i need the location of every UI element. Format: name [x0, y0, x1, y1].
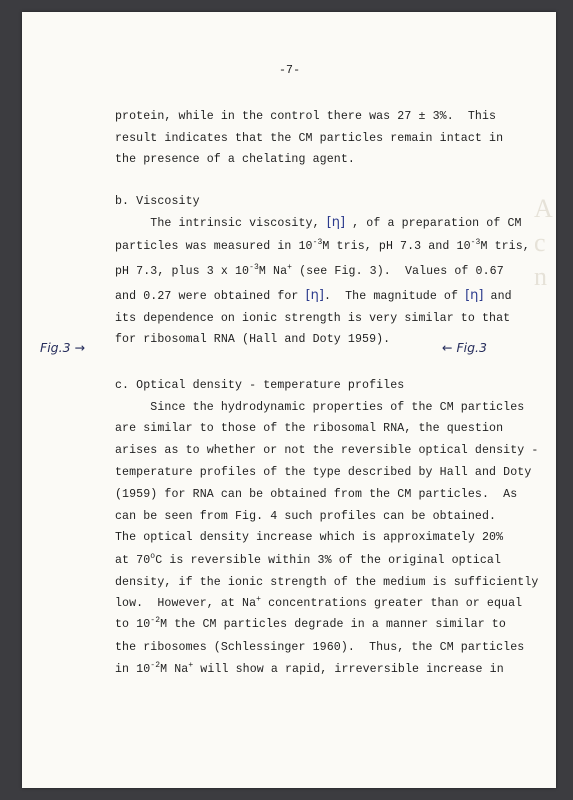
text-line: c. Optical density - temperature profiles: [115, 379, 405, 392]
text-line: to $10^{-2}M$ the CM particles degrade in a manner similar to: [115, 616, 506, 631]
text-line: result indicates that the CM particles remain intact in: [115, 132, 504, 145]
text-line: low. However, at Na+ concentrations greater than or equal: [115, 595, 523, 610]
text-line: (1959) for RNA can be obtained from the CM particles. As: [115, 488, 518, 501]
text-line: in $10^{-2}M$ Na+ will show a rapid, irreversible increase in: [115, 661, 504, 676]
text-line: are similar to those of the ribosomal RNA, the question: [115, 422, 504, 435]
text-line: temperature profiles of the type described by Hall and Doty: [115, 466, 532, 479]
text-line: The optical density increase which is approximately 20%: [115, 531, 504, 544]
text-line: its dependence on ionic strength is very similar to that: [115, 312, 511, 325]
handwritten-symbol: [η]: [465, 288, 484, 303]
text-line: density, if the ionic strength of the medium is sufficiently: [115, 576, 539, 589]
document-page: [22, 12, 556, 788]
text-line: for ribosomal RNA (Hall and Doty 1959).: [115, 333, 391, 346]
handwritten-symbol: [η]: [326, 215, 346, 230]
text-line: can be seen from Fig. 4 such profiles can be obtained.: [115, 510, 497, 523]
text-line: The intrinsic viscosity, [η] , of a preparation of CM: [115, 215, 522, 230]
text-line: Since the hydrodynamic properties of the CM particles: [115, 401, 525, 414]
margin-note-left: [40, 340, 85, 355]
text-line: protein, while in the control there was 27 ± 3%. This: [115, 110, 497, 123]
bleed-through-text: A c n: [534, 194, 553, 291]
text-line: pH 7.3, plus 3 x $10^{-3}M$ Na+ (see Fig. 3). Values of 0.67: [115, 263, 504, 278]
margin-note-right: [442, 340, 487, 355]
page-number: -7-: [279, 64, 301, 77]
text-line: arises as to whether or not the reversible optical density -: [115, 444, 539, 457]
text-line: the ribosomes (Schlessinger 1960). Thus, the CM particles: [115, 641, 525, 654]
margin-note-left-text: Fig.3 →: [40, 340, 85, 355]
text-line: particles was measured in $10^{-3}M$ tris, pH 7.3 and $10^{-3}M$ tris,: [115, 238, 530, 253]
text-line: b. Viscosity: [115, 195, 200, 208]
handwritten-symbol: [η]: [305, 288, 324, 303]
text-line: and 0.27 were obtained for [η]. The magnitude of [η] and: [115, 288, 512, 303]
text-line: at 70$^o$C is reversible within 3% of the original optical: [115, 552, 502, 567]
text-line: the presence of a chelating agent.: [115, 153, 355, 166]
margin-note-right-text: ← Fig.3: [442, 340, 487, 355]
